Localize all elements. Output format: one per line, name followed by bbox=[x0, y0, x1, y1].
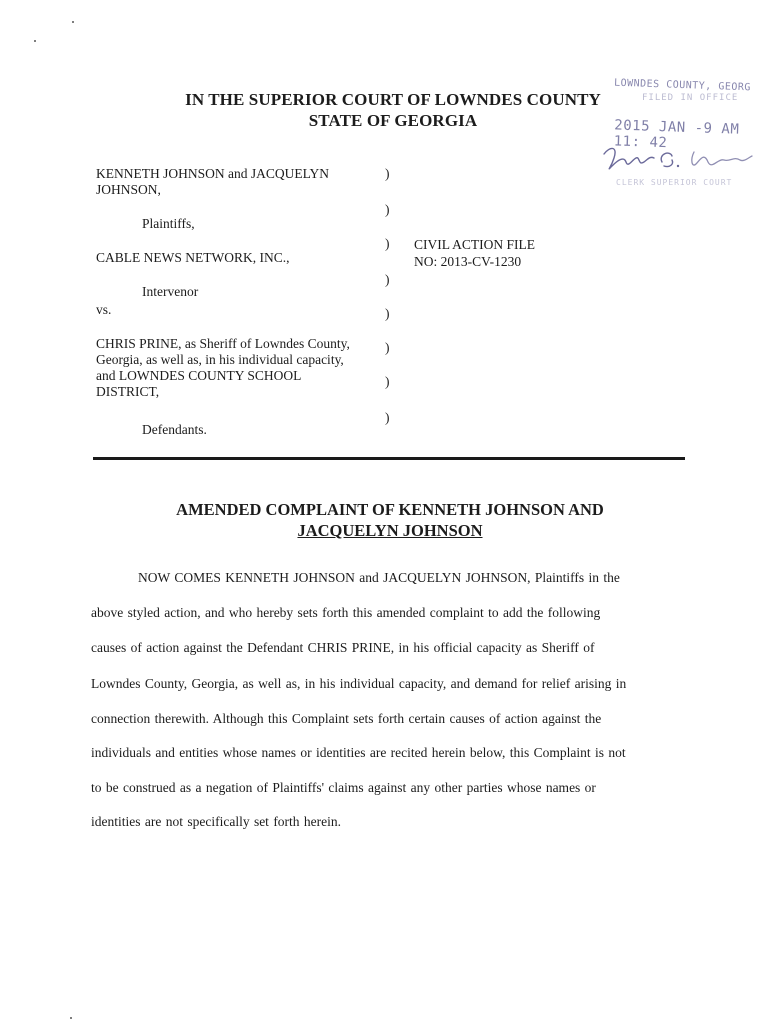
document-title-line-1: AMENDED COMPLAINT OF KENNETH JOHNSON AND bbox=[176, 500, 604, 519]
body-line: to be construed as a negation of Plaintiffs' claims against any other parties whose names or bbox=[91, 780, 596, 795]
plaintiffs-name: KENNETH JOHNSON and JACQUELYN bbox=[96, 166, 330, 181]
stamp-filed: FILED IN OFFICE bbox=[642, 93, 739, 103]
document-title bbox=[90, 499, 690, 541]
caption-parenthesis: ) bbox=[385, 202, 390, 217]
civil-action-label: CIVIL ACTION FILE bbox=[414, 237, 535, 252]
intervenor-name: CABLE NEWS NETWORK, INC., bbox=[96, 250, 290, 265]
versus-label: vs. bbox=[96, 302, 112, 317]
body-line: NOW COMES KENNETH JOHNSON and JACQUELYN JOHNSON, Plaintiffs in the bbox=[138, 570, 620, 585]
stamp-date: 2015 JAN -9 AM 11: 42 bbox=[613, 117, 740, 152]
body-line: identities are not specifically set forth herein. bbox=[91, 814, 342, 829]
caption-parenthesis: ) bbox=[385, 410, 390, 425]
caption-parenthesis: ) bbox=[385, 306, 390, 321]
document-title-line-2: JACQUELYN JOHNSON bbox=[297, 521, 483, 540]
court-heading-line-2: STATE OF GEORGIA bbox=[308, 111, 478, 130]
caption-parenthesis: ) bbox=[385, 272, 390, 287]
defendants-name: CHRIS PRINE, as Sheriff of Lowndes County, bbox=[96, 336, 350, 351]
body-line: Lowndes County, Georgia, as well as, in his individual capacity, and demand for relief arising in bbox=[91, 676, 627, 691]
stamp-clerk: CLERK SUPERIOR COURT bbox=[616, 178, 733, 187]
body-line: connection therewith. Although this Complaint sets forth certain causes of action against the bbox=[91, 711, 602, 726]
caption-parenthesis: ) bbox=[385, 236, 390, 251]
caption-divider bbox=[93, 457, 685, 460]
civil-action-number bbox=[414, 236, 535, 270]
court-heading-line-1: IN THE SUPERIOR COURT OF LOWNDES COUNTY bbox=[185, 90, 601, 109]
defendants-name: Georgia, as well as, in his individual capacity, bbox=[96, 352, 344, 367]
plaintiffs-name: JOHNSON, bbox=[96, 182, 161, 197]
stamp-county: LOWNDES COUNTY, GEORG bbox=[613, 77, 752, 94]
defendants-name: DISTRICT, bbox=[96, 384, 160, 399]
body-line: individuals and entities whose names or identities are recited herein below, this Complaint is not bbox=[91, 745, 626, 760]
caption-parenthesis: ) bbox=[385, 374, 390, 389]
civil-action-number-value: NO: 2013-CV-1230 bbox=[414, 254, 522, 269]
body-line: above styled action, and who hereby sets forth this amended complaint to add the following bbox=[91, 605, 601, 620]
body-line: causes of action against the Defendant CHRIS PRINE, in his official capacity as Sheriff of bbox=[91, 640, 595, 655]
defendants-role: Defendants. bbox=[142, 422, 207, 437]
scan-speck bbox=[34, 40, 36, 42]
defendants-name: and LOWNDES COUNTY SCHOOL bbox=[96, 368, 302, 383]
caption-parenthesis: ) bbox=[385, 166, 390, 181]
intervenor-role: Intervenor bbox=[142, 284, 199, 299]
caption-parenthesis: ) bbox=[385, 340, 390, 355]
filing-stamp bbox=[598, 78, 764, 208]
scan-speck bbox=[70, 1017, 72, 1019]
clerk-signature bbox=[598, 142, 758, 182]
plaintiffs-role: Plaintiffs, bbox=[142, 216, 195, 231]
scan-speck bbox=[72, 21, 74, 23]
